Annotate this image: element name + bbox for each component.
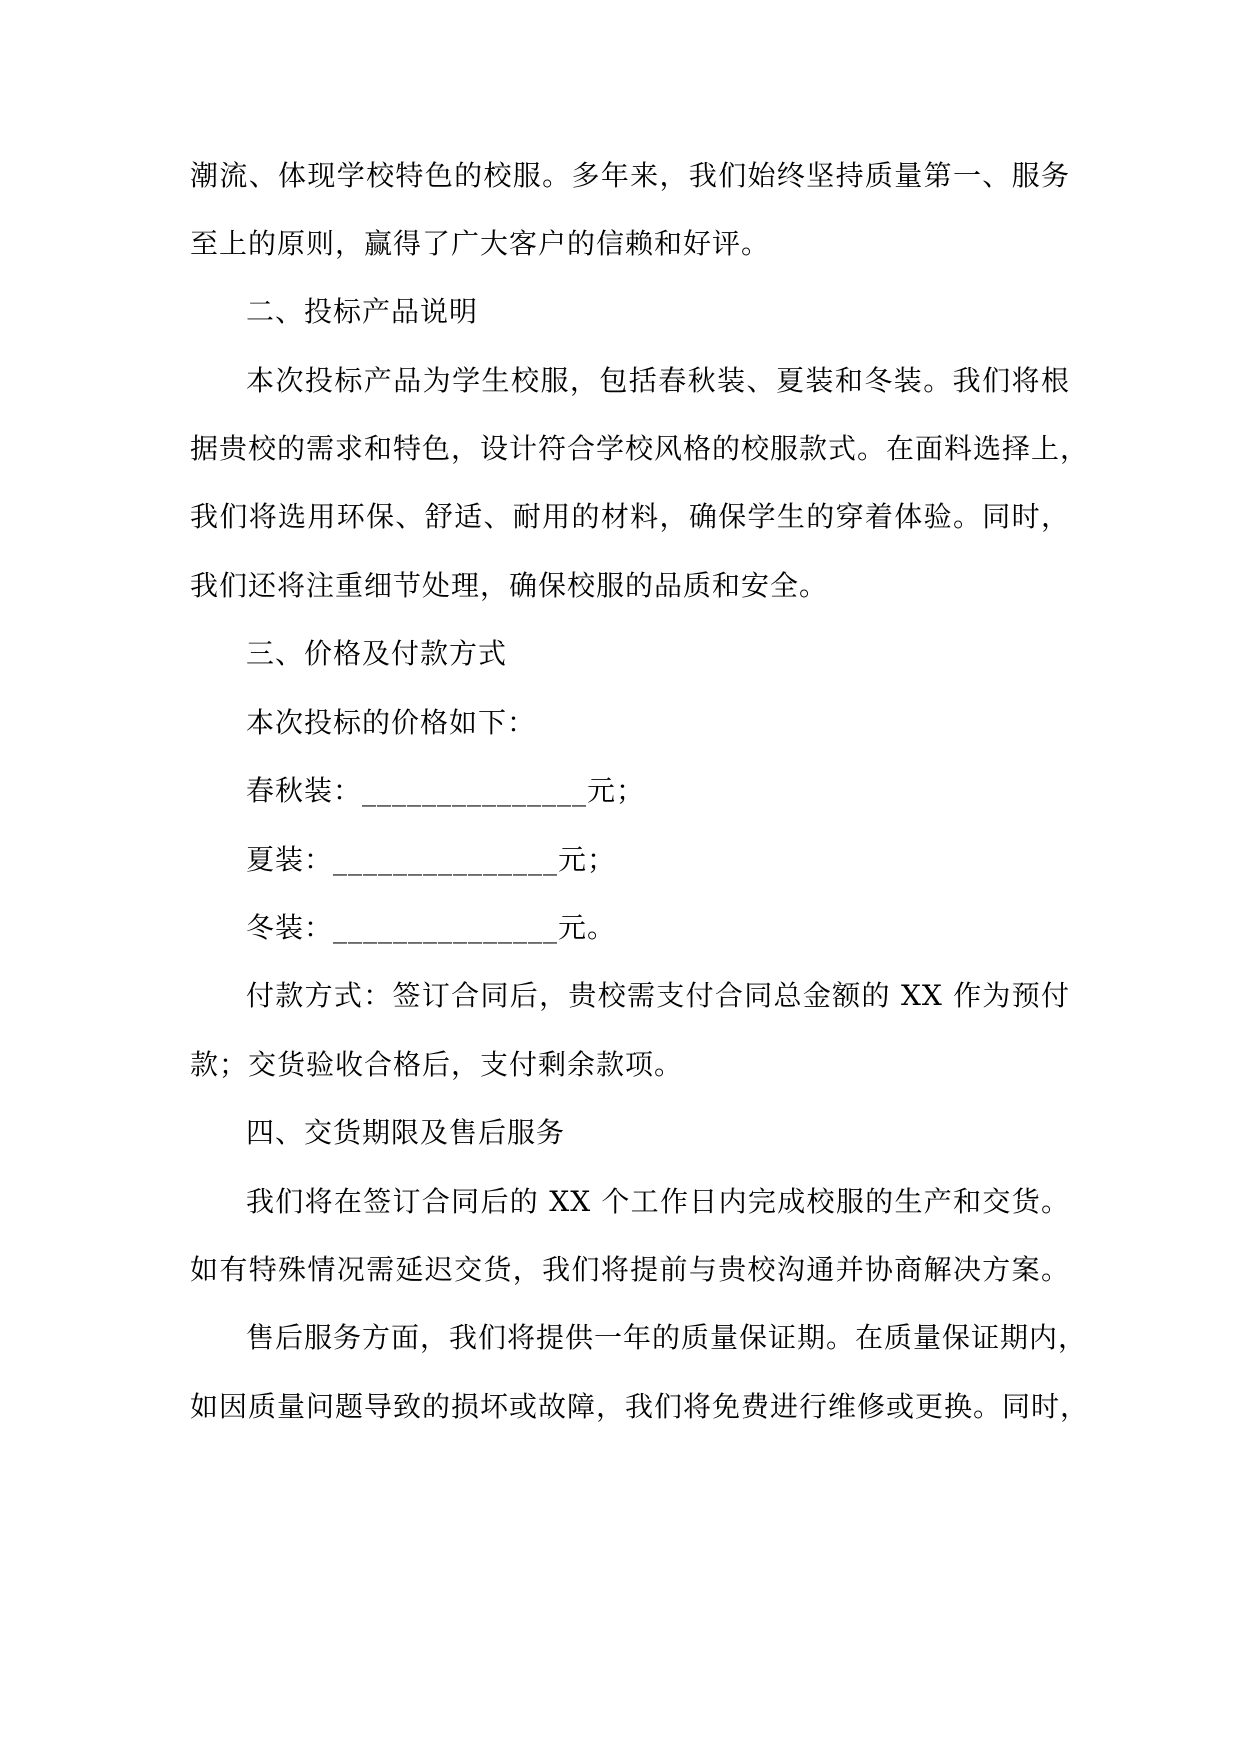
section-heading: 二、投标产品说明 [246, 295, 479, 328]
paragraph-line: 潮流、体现学校特色的校服。多年来，我们始终坚持质量第一、服务 [190, 159, 1070, 192]
paragraph-line: 我们还将注重细节处理，确保校服的品质和安全。 [190, 569, 829, 602]
paragraph-line: 我们将选用环保、舒适、耐用的材料，确保学生的穿着体验。同时， [190, 500, 1070, 533]
paragraph-line: 本次投标产品为学生校服，包括春秋装、夏装和冬装。我们将根 [246, 364, 1070, 397]
section-heading: 四、交货期限及售后服务 [246, 1116, 566, 1149]
paragraph-line: 据贵校的需求和特色，设计符合学校风格的校服款式。在面料选择上， [190, 432, 1090, 465]
price-line-summer: 夏装：_______________元； [246, 843, 617, 876]
paragraph-line: 本次投标的价格如下： [246, 706, 537, 739]
paragraph-line: 如因质量问题导致的损坏或故障，我们将免费进行维修或更换。同时， [190, 1390, 1090, 1423]
section-heading: 三、价格及付款方式 [246, 637, 508, 670]
paragraph-line: 售后服务方面，我们将提供一年的质量保证期。在质量保证期内， [246, 1321, 1088, 1354]
paragraph-line: 至上的原则，赢得了广大客户的信赖和好评。 [190, 227, 771, 260]
price-line-spring-autumn: 春秋装：_______________元； [246, 774, 646, 807]
paragraph-line: 如有特殊情况需延迟交货，我们将提前与贵校沟通并协商解决方案。 [190, 1253, 1070, 1286]
price-line-winter: 冬装：_______________元。 [246, 911, 617, 944]
paragraph-line: 款；交货验收合格后，支付剩余款项。 [190, 1048, 684, 1081]
paragraph-line: 付款方式：签订合同后，贵校需支付合同总金额的 XX 作为预付 [246, 979, 1070, 1012]
paragraph-line: 我们将在签订合同后的 XX 个工作日内完成校服的生产和交货。 [246, 1185, 1070, 1218]
